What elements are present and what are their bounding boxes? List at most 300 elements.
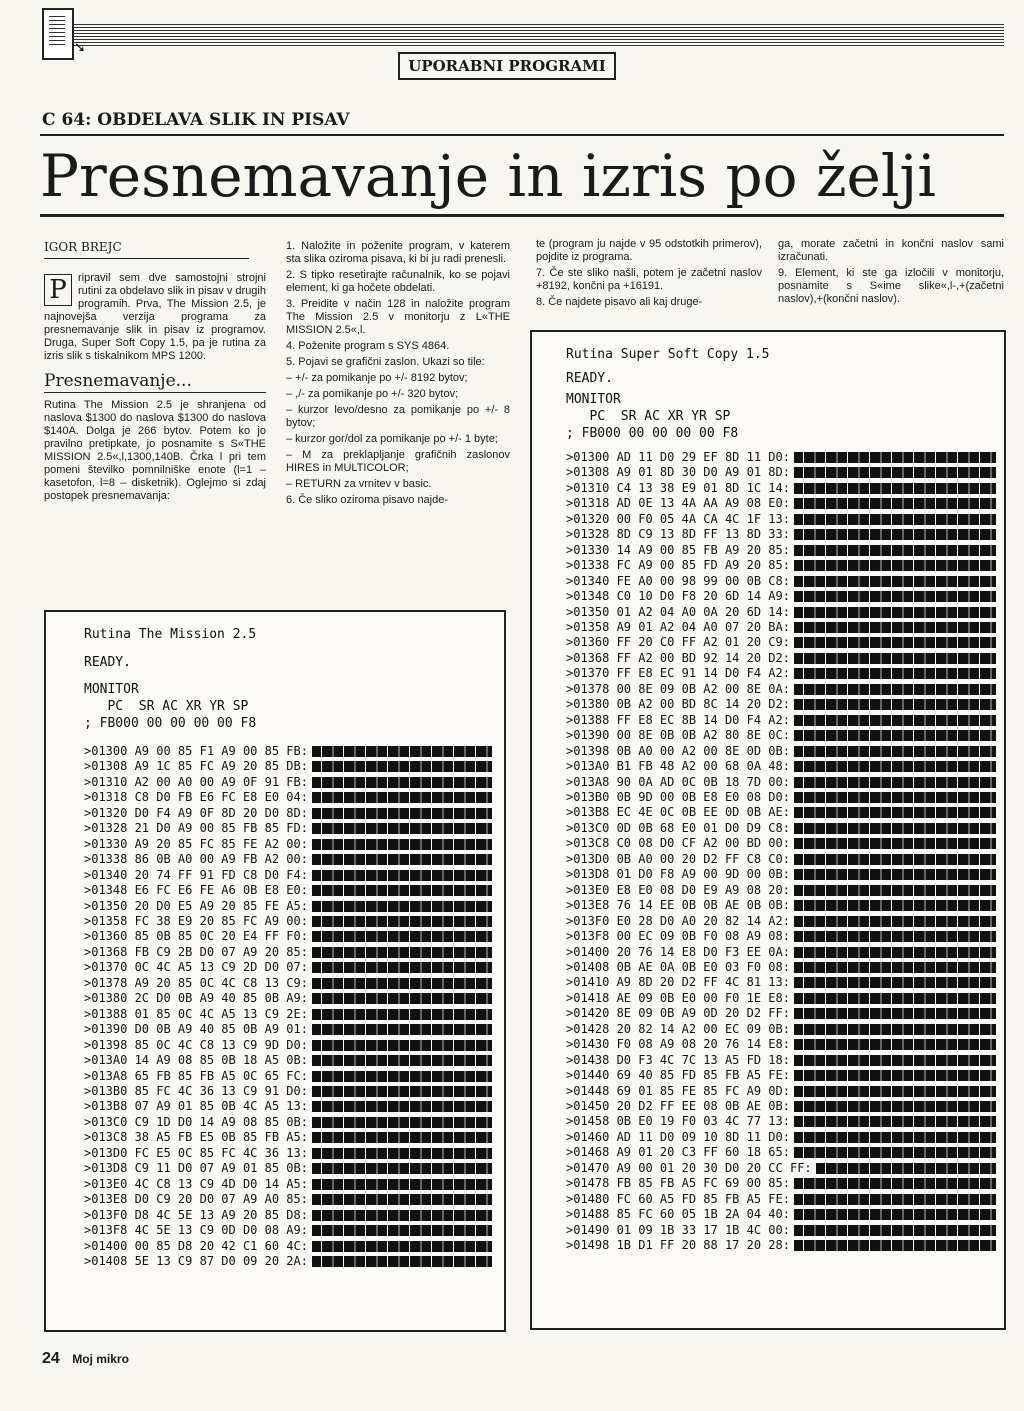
- hex-row-text: >01388 01 85 0C 4C A5 13 C9 2E:: [84, 1006, 308, 1021]
- hex-row: [84, 1146, 492, 1161]
- listing-ready: READY.: [84, 655, 131, 670]
- hex-row: [566, 620, 996, 635]
- step-paragraph: 3. Preidite v način 128 in naložite program The Mission 2.5 v monitorju z L«THE MISSION 2.5«,l.: [286, 298, 510, 336]
- petscii-graphic-block: [794, 931, 996, 942]
- hex-row: [84, 945, 492, 960]
- step-paragraph: ga, morate začetni in končni naslov sami izračunati.: [778, 238, 1004, 263]
- hex-row-text: >013E8 D0 C9 20 D0 07 A9 A0 85:: [84, 1192, 308, 1207]
- hex-row-text: >01340 FE A0 00 98 99 00 0B C8:: [566, 573, 790, 588]
- hex-row: [566, 481, 996, 496]
- register-header: PC SR AC XR YR SP: [84, 699, 249, 714]
- hex-row-text: >01380 2C D0 0B A9 40 85 0B A9:: [84, 991, 308, 1006]
- petscii-graphic-block: [794, 807, 996, 818]
- hex-row: [566, 898, 996, 913]
- hex-row: [84, 914, 492, 929]
- hex-row-text: >01330 A9 20 85 FC 85 FE A2 00:: [84, 836, 308, 851]
- hex-row-text: >013E8 76 14 EE 0B 0B AE 0B 0B:: [566, 898, 790, 913]
- article-column-1: [44, 272, 266, 506]
- hex-row-text: >01428 20 82 14 A2 00 EC 09 0B:: [566, 1021, 790, 1036]
- hex-row-text: >013B8 07 A9 01 85 0B 4C A5 13:: [84, 1099, 308, 1114]
- article-column-3: [536, 238, 762, 312]
- hex-row-text: >013B8 EC 4E 0C 0B EE 0D 0B AE:: [566, 805, 790, 820]
- step-paragraph: 6. Če sliko oziroma pisavo najde-: [286, 494, 449, 506]
- petscii-graphic-block: [312, 1163, 492, 1174]
- byline-rule: [44, 258, 249, 259]
- hex-row: [566, 852, 996, 867]
- hex-row-text: >01450 20 D2 FF EE 08 0B AE 0B:: [566, 1099, 790, 1114]
- hex-row: [566, 1099, 996, 1114]
- listing-the-mission: [44, 610, 506, 1332]
- petscii-graphic-block: [794, 885, 996, 896]
- step-paragraph: 1. Naložite in poženite program, v katerem sta slika oziroma pisava, ki bi ju radi prenesli.: [286, 240, 510, 265]
- hex-row: [566, 975, 996, 990]
- hex-row: [84, 1053, 492, 1068]
- hex-row-text: >01370 0C 4C A5 13 C9 2D D0 07:: [84, 960, 308, 975]
- hex-row: [566, 1037, 996, 1052]
- hex-row-text: >01478 FB 85 FB A5 FC 69 00 85:: [566, 1176, 790, 1191]
- hex-row: [566, 1068, 996, 1083]
- hex-row-text: >013C8 38 A5 FB E5 0B 85 FB A5:: [84, 1130, 308, 1145]
- hex-row: [566, 1114, 996, 1129]
- hex-row: [84, 744, 492, 759]
- petscii-graphic-block: [312, 777, 492, 788]
- hex-row-text: >01470 A9 00 01 20 30 D0 20 CC FF:: [566, 1160, 812, 1175]
- petscii-graphic-block: [312, 1040, 492, 1051]
- hex-row: [84, 1161, 492, 1176]
- hex-row: [84, 868, 492, 883]
- register-values: ; FB000 00 00 00 00 F8: [84, 716, 257, 731]
- hex-row-text: >01360 FF 20 C0 FF A2 01 20 C9:: [566, 635, 790, 650]
- hex-row: [84, 883, 492, 898]
- hex-row: [566, 867, 996, 882]
- hex-row: [566, 465, 996, 480]
- hex-row-text: >01320 D0 F4 A9 0F 8D 20 D0 8D:: [84, 805, 308, 820]
- hex-row: [84, 1038, 492, 1053]
- hex-row: [566, 589, 996, 604]
- petscii-graphic-block: [312, 854, 492, 865]
- hex-row-text: >01408 0B AE 0A 0B E0 03 F0 08:: [566, 959, 790, 974]
- petscii-graphic-block: [794, 545, 996, 556]
- petscii-graphic-block: [794, 1039, 996, 1050]
- petscii-graphic-block: [794, 761, 996, 772]
- petscii-graphic-block: [794, 869, 996, 880]
- hex-row-text: >01458 0B E0 19 F0 03 4C 77 13:: [566, 1114, 790, 1129]
- section-label: UPORABNI PROGRAMI: [398, 52, 616, 80]
- hex-row-text: >01418 AE 09 0B E0 00 F0 1E E8:: [566, 990, 790, 1005]
- hex-row: [84, 775, 492, 790]
- hex-row-text: >013F8 4C 5E 13 C9 0D D0 08 A9:: [84, 1223, 308, 1238]
- petscii-graphic-block: [312, 1225, 492, 1236]
- petscii-graphic-block: [312, 1117, 492, 1128]
- step-paragraph: te (program ju najde v 95 odstotkih primerov), pojdite iz programa.: [536, 238, 762, 263]
- step-paragraph: – RETURN za vrnitev v basic.: [286, 478, 432, 490]
- body-paragraph: Rutina The Mission 2.5 je shranjena od naslova $1300 do naslova $1300 do naslova $140A. Dolga je 266 bytov. Potem ko jo pravilno pretipkate, jo posnamite s S«THE MISSION 2.5«,l,1300,140B. Črka l pri tem pomeni številko pomnilniške enote (l=1 – kasetofon, l=8 – disketnik). Oglejmo si zdaj postopek presnemavanja:: [44, 399, 266, 502]
- hex-row-text: >01338 FC A9 00 85 FD A9 20 85:: [566, 558, 790, 573]
- hex-row-text: >01340 20 74 FF 91 FD C8 D0 F4:: [84, 867, 308, 882]
- petscii-graphic-block: [312, 901, 492, 912]
- hex-row: [566, 1223, 996, 1238]
- hex-row: [566, 682, 996, 697]
- petscii-graphic-block: [312, 1055, 492, 1066]
- hex-row: [84, 790, 492, 805]
- byline: IGOR BREJC: [44, 240, 122, 254]
- hex-row-text: >013F8 00 EC 09 0B F0 08 A9 08:: [566, 929, 790, 944]
- petscii-graphic-block: [312, 1101, 492, 1112]
- hex-row: [84, 1007, 492, 1022]
- petscii-graphic-block: [794, 916, 996, 927]
- petscii-graphic-block: [794, 1132, 996, 1143]
- kicker: C 64: OBDELAVA SLIK IN PISAV: [42, 110, 350, 130]
- hex-row: [566, 450, 996, 465]
- hex-row: [566, 543, 996, 558]
- hex-row-text: >01390 00 8E 0B 0B A2 80 8E 0C:: [566, 728, 790, 743]
- hex-row-text: >01300 AD 11 D0 29 EF 8D 11 D0:: [566, 450, 790, 464]
- hex-row: [566, 991, 996, 1006]
- petscii-graphic-block: [312, 1148, 492, 1159]
- hex-row-text: >01448 69 01 85 FE 85 FC A9 0D:: [566, 1083, 790, 1098]
- step-paragraph: 5. Pojavi se grafični zaslon. Ukazi so tile:: [286, 356, 485, 368]
- petscii-graphic-block: [794, 1101, 996, 1112]
- hex-row-text: >01378 00 8E 09 0B A2 00 8E 0A:: [566, 681, 790, 696]
- hex-row-text: >01348 C0 10 D0 F8 20 6D 14 A9:: [566, 589, 790, 604]
- petscii-graphic-block: [794, 684, 996, 695]
- petscii-graphic-block: [794, 1194, 996, 1205]
- hex-row: [566, 1238, 996, 1253]
- step-paragraph: – kurzor levo/desno za pomikanje po +/- 8 bytov;: [286, 404, 510, 429]
- hex-row: [84, 1130, 492, 1145]
- petscii-graphic-block: [312, 1132, 492, 1143]
- hex-row-text: >013A8 65 FB 85 FB A5 0C 65 FC:: [84, 1068, 308, 1083]
- hex-row: [566, 605, 996, 620]
- hex-row-text: >013C8 C0 08 D0 CF A2 00 BD 00:: [566, 836, 790, 851]
- petscii-graphic-block: [794, 1008, 996, 1019]
- petscii-graphic-block: [312, 870, 492, 881]
- hex-row-text: >01400 00 85 D8 20 42 C1 60 4C:: [84, 1238, 308, 1253]
- hex-dump: [566, 450, 996, 1254]
- petscii-graphic-block: [794, 977, 996, 988]
- petscii-graphic-block: [794, 1116, 996, 1127]
- hex-row: [566, 883, 996, 898]
- petscii-graphic-block: [794, 514, 996, 525]
- petscii-graphic-block: [312, 1256, 492, 1267]
- hex-row: [566, 929, 996, 944]
- petscii-graphic-block: [794, 854, 996, 865]
- hex-row: [84, 852, 492, 867]
- hex-row-text: >01358 A9 01 A2 04 A0 07 20 BA:: [566, 619, 790, 634]
- hex-row: [566, 945, 996, 960]
- hex-row: [84, 1099, 492, 1114]
- hex-row: [566, 1207, 996, 1222]
- petscii-graphic-block: [794, 900, 996, 911]
- hex-row-text: >01318 C8 D0 FB E6 FC E8 E0 04:: [84, 790, 308, 805]
- petscii-graphic-block: [794, 792, 996, 803]
- hex-row-text: >013F0 D8 4C 5E 13 A9 20 85 D8:: [84, 1207, 308, 1222]
- hex-row-text: >013D8 01 D0 F8 A9 00 9D 00 0B:: [566, 867, 790, 882]
- hex-row-text: >01498 1B D1 FF 20 88 17 20 28:: [566, 1238, 790, 1253]
- hex-row-text: >01380 0B A2 00 BD 8C 14 20 D2:: [566, 697, 790, 712]
- hex-row: [84, 1115, 492, 1130]
- hex-row: [566, 775, 996, 790]
- hex-row-text: >01438 D0 F3 4C 7C 13 A5 FD 18:: [566, 1052, 790, 1067]
- hex-row: [84, 1022, 492, 1037]
- hex-row-text: >01430 F0 08 A9 08 20 76 14 E8:: [566, 1037, 790, 1052]
- hex-row-text: >01308 A9 01 8D 30 D0 A9 01 8D:: [566, 465, 790, 480]
- register-header: PC SR AC XR YR SP: [566, 409, 731, 424]
- petscii-graphic-block: [312, 839, 492, 850]
- petscii-graphic-block: [794, 838, 996, 849]
- petscii-graphic-block: [312, 916, 492, 927]
- hex-row: [566, 651, 996, 666]
- petscii-graphic-block: [312, 1194, 492, 1205]
- petscii-graphic-block: [794, 1055, 996, 1066]
- petscii-graphic-block: [794, 1086, 996, 1097]
- hex-row-text: >01330 14 A9 00 85 FB A9 20 85:: [566, 542, 790, 557]
- hex-row: [566, 805, 996, 820]
- petscii-graphic-block: [794, 607, 996, 618]
- hex-row-text: >01398 85 0C 4C C8 13 C9 9D D0:: [84, 1037, 308, 1052]
- section-logo-icon: ➘: [42, 8, 74, 60]
- petscii-graphic-block: [312, 947, 492, 958]
- step-paragraph: – kurzor gor/dol za pomikanje po +/- 1 byte;: [286, 433, 498, 445]
- hex-row-text: >013E0 4C C8 13 C9 4D D0 14 A5:: [84, 1176, 308, 1191]
- hex-row-text: >01300 A9 00 85 F1 A9 00 85 FB:: [84, 744, 308, 758]
- hex-row-text: >01360 85 0B 85 0C 20 E4 FF F0:: [84, 929, 308, 944]
- hex-row-text: >01348 E6 FC E6 FE A6 0B E8 E0:: [84, 883, 308, 898]
- drop-cap: P: [44, 274, 72, 306]
- hex-row-text: >01460 AD 11 D0 09 10 8D 11 D0:: [566, 1129, 790, 1144]
- hex-row-text: >01310 A2 00 A0 00 A9 0F 91 FB:: [84, 774, 308, 789]
- petscii-graphic-block: [794, 576, 996, 587]
- hex-row: [84, 1254, 492, 1269]
- petscii-graphic-block: [312, 1009, 492, 1020]
- petscii-graphic-block: [794, 560, 996, 571]
- hex-row-text: >01328 8D C9 13 8D FF 13 8D 33:: [566, 527, 790, 542]
- petscii-graphic-block: [794, 1225, 996, 1236]
- hex-row-text: >01350 01 A2 04 A0 0A 20 6D 14:: [566, 604, 790, 619]
- hex-row: [566, 790, 996, 805]
- petscii-graphic-block: [794, 1024, 996, 1035]
- kicker-rule: [40, 134, 1004, 136]
- article-column-2: [286, 240, 510, 510]
- hex-row: [84, 806, 492, 821]
- petscii-graphic-block: [794, 730, 996, 741]
- hex-row-text: >013C0 C9 1D D0 14 A9 08 85 0B:: [84, 1114, 308, 1129]
- hex-row: [84, 899, 492, 914]
- hex-row-text: >01320 00 F0 05 4A CA 4C 1F 13:: [566, 511, 790, 526]
- hex-row: [566, 666, 996, 681]
- step-paragraph: 7. Če ste sliko našli, potem je začetni naslov +8192, končni pa +16191.: [536, 267, 762, 292]
- petscii-graphic-block: [312, 962, 492, 973]
- step-paragraph: – +/- za pomikanje po +/- 8192 bytov;: [286, 372, 468, 384]
- hex-row: [566, 713, 996, 728]
- hex-row: [84, 1084, 492, 1099]
- hex-row-text: >013A0 B1 FB 48 A2 00 68 0A 48:: [566, 759, 790, 774]
- subheading: Presnemavanje...: [44, 371, 192, 391]
- hex-row-text: >01310 C4 13 38 E9 01 8D 1C 14:: [566, 480, 790, 495]
- hex-row-text: >01410 A9 8D 20 D2 FF 4C 81 13:: [566, 975, 790, 990]
- hex-row: [566, 1006, 996, 1021]
- petscii-graphic-block: [794, 962, 996, 973]
- hex-row: [566, 1053, 996, 1068]
- hex-row: [566, 1084, 996, 1099]
- hex-row-text: >01398 0B A0 00 A2 00 8E 0D 0B:: [566, 743, 790, 758]
- petscii-graphic-block: [794, 498, 996, 509]
- hex-row: [84, 991, 492, 1006]
- hex-row: [566, 1130, 996, 1145]
- page-number: 24: [42, 1350, 60, 1367]
- hex-row: [84, 976, 492, 991]
- intro-paragraph: ripravil sem dve samostojni strojni rutini za obdelavo slik in pisav v drugih programih. Prva, The Mission 2.5, je najnovejša verzija programa za presnemavanje slik in pisav iz programov. Druga, Super Soft Copy 1.5, pa je rutina za izris slik s tiskalnikom MPS 1200.: [44, 272, 266, 362]
- petscii-graphic-block: [794, 668, 996, 679]
- step-paragraph: – M za preklapljanje grafičnih zaslonov HIRES in MULTICOLOR;: [286, 449, 510, 474]
- hex-row-text: >013D0 FC E5 0C 85 FC 4C 36 13:: [84, 1145, 308, 1160]
- hex-row: [566, 744, 996, 759]
- petscii-graphic-block: [312, 1210, 492, 1221]
- hex-row-text: >01400 20 76 14 E8 D0 F3 EE 0A:: [566, 944, 790, 959]
- hex-row-text: >013C0 0D 0B 68 E0 01 D0 D9 C8:: [566, 820, 790, 835]
- petscii-graphic-block: [312, 885, 492, 896]
- hex-row: [84, 837, 492, 852]
- petscii-graphic-block: [794, 823, 996, 834]
- petscii-graphic-block: [794, 947, 996, 958]
- hex-row-text: >013A8 90 0A AD 0C 0B 18 7D 00:: [566, 774, 790, 789]
- header-rule-bar: [70, 24, 1004, 46]
- petscii-graphic-block: [312, 1071, 492, 1082]
- petscii-graphic-block: [312, 1179, 492, 1190]
- petscii-graphic-block: [794, 653, 996, 664]
- petscii-graphic-block: [794, 637, 996, 648]
- petscii-graphic-block: [794, 529, 996, 540]
- hex-row: [84, 1069, 492, 1084]
- hex-row-text: >01420 8E 09 0B A9 0D 20 D2 FF:: [566, 1006, 790, 1021]
- hex-row: [84, 960, 492, 975]
- hex-row-text: >01350 20 D0 E5 A9 20 85 FE A5:: [84, 898, 308, 913]
- petscii-graphic-block: [794, 1070, 996, 1081]
- register-values: ; FB000 00 00 00 00 F8: [566, 426, 739, 441]
- hex-row: [566, 914, 996, 929]
- petscii-graphic-block: [794, 715, 996, 726]
- petscii-graphic-block: [312, 823, 492, 834]
- hex-row: [566, 496, 996, 511]
- hex-row-text: >013B0 0B 9D 00 0B E8 E0 08 D0:: [566, 789, 790, 804]
- petscii-graphic-block: [816, 1163, 996, 1174]
- article-column-4: [778, 238, 1004, 309]
- hex-row: [566, 697, 996, 712]
- hex-row-text: >01480 FC 60 A5 FD 85 FB A5 FE:: [566, 1191, 790, 1206]
- hex-row: [566, 821, 996, 836]
- petscii-graphic-block: [794, 1240, 996, 1251]
- petscii-graphic-block: [794, 1178, 996, 1189]
- hex-row-text: >01440 69 40 85 FD 85 FB A5 FE:: [566, 1068, 790, 1083]
- petscii-graphic-block: [312, 1086, 492, 1097]
- step-paragraph: 2. S tipko resetirajte računalnik, ko se pojavi element, ki ga hočete obdelati.: [286, 269, 510, 294]
- hex-row-text: >01368 FF A2 00 BD 92 14 20 D2:: [566, 650, 790, 665]
- hex-row-text: >01490 01 09 1B 33 17 1B 4C 00:: [566, 1222, 790, 1237]
- petscii-graphic-block: [794, 777, 996, 788]
- hex-row-text: >013B0 85 FC 4C 36 13 C9 91 D0:: [84, 1083, 308, 1098]
- listing-monitor: MONITOR: [84, 682, 139, 697]
- listing-super-soft-copy: [530, 330, 1006, 1330]
- hex-row: [566, 635, 996, 650]
- petscii-graphic-block: [312, 761, 492, 772]
- hex-row: [566, 1192, 996, 1207]
- petscii-graphic-block: [312, 746, 492, 757]
- hex-row-text: >01390 D0 0B A9 40 85 0B A9 01:: [84, 1022, 308, 1037]
- hex-row-text: >01488 85 FC 60 05 1B 2A 04 40:: [566, 1207, 790, 1222]
- listing-title: Rutina The Mission 2.5: [84, 627, 257, 642]
- page-footer: [42, 1350, 129, 1368]
- petscii-graphic-block: [794, 467, 996, 478]
- petscii-graphic-block: [794, 591, 996, 602]
- hex-row-text: >01378 A9 20 85 0C 4C C8 13 C9:: [84, 975, 308, 990]
- hex-row: [84, 1239, 492, 1254]
- petscii-graphic-block: [312, 993, 492, 1004]
- petscii-graphic-block: [794, 993, 996, 1004]
- petscii-graphic-block: [312, 931, 492, 942]
- hex-row-text: >01308 A9 1C 85 FC A9 20 85 DB:: [84, 759, 308, 774]
- hex-dump: [84, 744, 492, 1269]
- hex-row: [566, 574, 996, 589]
- hex-row: [566, 960, 996, 975]
- petscii-graphic-block: [794, 746, 996, 757]
- hex-row: [84, 1223, 492, 1238]
- petscii-graphic-block: [312, 792, 492, 803]
- hex-row: [84, 1177, 492, 1192]
- hex-row: [566, 1176, 996, 1191]
- hex-row-text: >013D8 C9 11 D0 07 A9 01 85 0B:: [84, 1161, 308, 1176]
- listing-ready: READY.: [566, 371, 613, 386]
- hex-row-text: >01358 FC 38 E9 20 85 FC A9 00:: [84, 913, 308, 928]
- headline-rule: [40, 214, 1004, 217]
- petscii-graphic-block: [794, 452, 996, 463]
- hex-row-text: >01468 A9 01 20 C3 FF 60 18 65:: [566, 1145, 790, 1160]
- petscii-graphic-block: [312, 978, 492, 989]
- hex-row: [566, 512, 996, 527]
- hex-row-text: >01388 FF E8 EC 8B 14 D0 F4 A2:: [566, 712, 790, 727]
- hex-row: [84, 1192, 492, 1207]
- hex-row: [566, 558, 996, 573]
- hex-row-text: >01318 AD 0E 13 4A AA A9 08 E0:: [566, 496, 790, 511]
- hex-row: [566, 728, 996, 743]
- hex-row-text: >013D0 0B A0 00 20 D2 FF C8 C0:: [566, 851, 790, 866]
- listing-title: Rutina Super Soft Copy 1.5: [566, 347, 770, 362]
- petscii-graphic-block: [794, 699, 996, 710]
- hex-row-text: >01328 21 D0 A9 00 85 FB 85 FD:: [84, 821, 308, 836]
- listing-monitor: MONITOR: [566, 392, 621, 407]
- hex-row-text: >01368 FB C9 2B D0 07 A9 20 85:: [84, 944, 308, 959]
- petscii-graphic-block: [794, 622, 996, 633]
- petscii-graphic-block: [312, 1241, 492, 1252]
- petscii-graphic-block: [794, 483, 996, 494]
- hex-row: [566, 836, 996, 851]
- headline: Presnemavanje in izris po želji: [40, 142, 936, 210]
- step-paragraph: 9. Element, ki ste ga izločili v monitorju, posnamite s S«ime slike«,l-,+(začetni naslov),+(končni naslov).: [778, 267, 1004, 305]
- hex-row: [566, 527, 996, 542]
- step-paragraph: 8. Če najdete pisavo ali kaj druge-: [536, 296, 703, 308]
- petscii-graphic-block: [794, 1147, 996, 1158]
- step-paragraph: – ,/- za pomikanje po +/- 320 bytov;: [286, 388, 459, 400]
- hex-row: [566, 1145, 996, 1160]
- hex-row-text: >01408 5E 13 C9 87 D0 09 20 2A:: [84, 1253, 308, 1268]
- petscii-graphic-block: [794, 1209, 996, 1220]
- hex-row: [566, 1022, 996, 1037]
- petscii-graphic-block: [312, 808, 492, 819]
- hex-row: [84, 1208, 492, 1223]
- hex-row-text: >01370 FF E8 EC 91 14 D0 F4 A2:: [566, 666, 790, 681]
- hex-row-text: >01338 86 0B A0 00 A9 FB A2 00:: [84, 852, 308, 867]
- hex-row: [566, 1161, 996, 1176]
- magazine-name: Moj mikro: [72, 1352, 129, 1366]
